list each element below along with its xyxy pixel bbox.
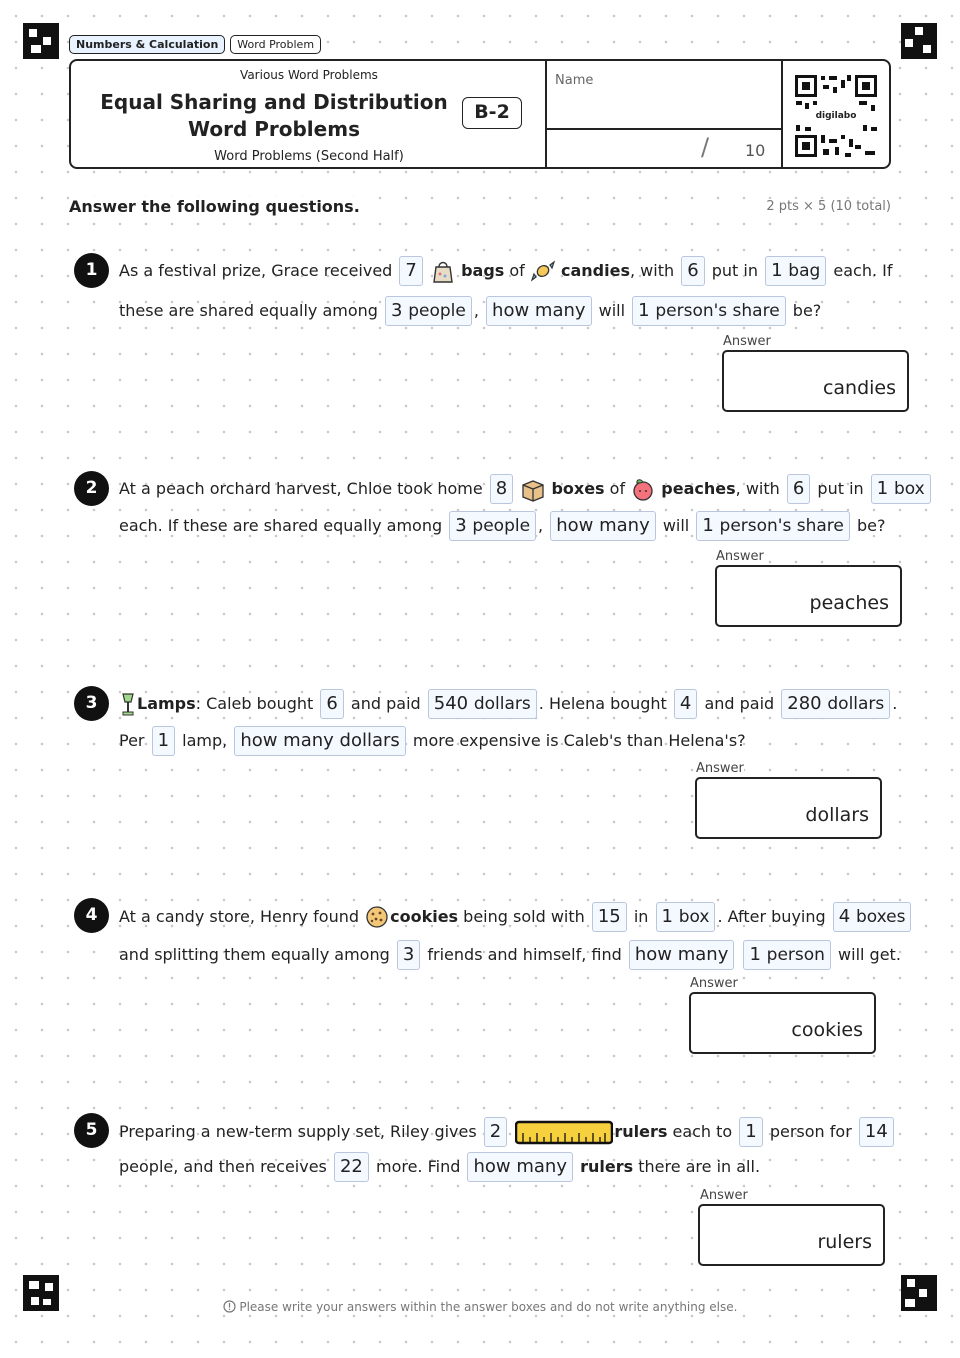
- lamp-icon: [120, 691, 136, 717]
- instructions: Answer the following questions.: [69, 197, 364, 216]
- question-number: 4: [74, 898, 109, 933]
- answer-box[interactable]: [722, 350, 909, 412]
- question-5-line-1: Preparing a new-term supply set, Riley gives 2 rulers each to 1 person for 14: [119, 1117, 896, 1147]
- question-box: how many: [467, 1152, 573, 1182]
- header-subtitle-bottom: Word Problems (Second Half): [214, 149, 404, 164]
- divider: [781, 61, 783, 167]
- number-box: 2: [484, 1117, 507, 1147]
- question-1-line-2: these are shared equally among 3 people , how many will 1 person's share be?: [119, 296, 821, 326]
- number-unit-box: 3 people: [385, 296, 472, 326]
- number-box: 15: [592, 902, 627, 932]
- worksheet-title: [71, 89, 477, 143]
- answer-unit: candies: [822, 377, 896, 399]
- number-unit-box: 540 dollars: [428, 689, 537, 719]
- box-icon: [521, 476, 545, 502]
- score-slash: /: [701, 133, 710, 161]
- cookie-icon: [365, 904, 389, 930]
- footer-text: Please write your answers within the answer boxes and do not write anything else.: [239, 1300, 738, 1314]
- question-box: how many: [486, 296, 592, 326]
- qr-label: digilabo: [815, 111, 857, 121]
- question-4-line-1: At a candy store, Henry found cookies being sold with 15 in 1 box . After buying 4 boxes: [119, 902, 913, 932]
- answer-box[interactable]: [689, 992, 876, 1054]
- answer-box[interactable]: [715, 565, 902, 627]
- question-4-line-2: and splitting them equally among 3 friends and himself, find how many 1 person will get.: [119, 940, 901, 970]
- number-unit-box: 1 box: [871, 474, 931, 504]
- title-line-2: Word Problems: [188, 117, 360, 141]
- points-info: 2 pts × 5 (10 total): [766, 199, 891, 214]
- tag-type: Word Problem: [230, 35, 321, 54]
- number-unit-box: 1 person's share: [696, 511, 850, 541]
- number-box: 6: [681, 256, 704, 286]
- number-unit-box: 3 people: [449, 511, 536, 541]
- question-1-line-1: As a festival prize, Grace received 7 bags of candies, with 6 put in 1 bag each. If: [119, 256, 892, 286]
- answer-unit: peaches: [809, 592, 889, 614]
- answer-label: Answer: [696, 761, 744, 776]
- answer-box[interactable]: [695, 777, 882, 839]
- candy-icon: [531, 258, 555, 284]
- number-box: 22: [334, 1152, 369, 1182]
- footer-note: [0, 1300, 960, 1314]
- number-unit-box: 1 bag: [765, 256, 826, 286]
- number-unit-box: 1 box: [656, 902, 716, 932]
- number-box: 1: [152, 726, 175, 756]
- number-box: 8: [490, 474, 513, 504]
- question-3-line-2: Per 1 lamp, how many dollars more expensive is Caleb's than Helena's?: [119, 726, 746, 756]
- answer-unit: rulers: [817, 1231, 872, 1253]
- number-box: 6: [320, 689, 343, 719]
- question-box: how many: [550, 511, 656, 541]
- number-box: 1: [739, 1117, 762, 1147]
- question-5-line-2: people, and then receives 22 more. Find how many rulers there are in all.: [119, 1152, 760, 1182]
- corner-marker-top-right: [901, 23, 937, 59]
- question-2-line-2: each. If these are shared equally among 3 people , how many will 1 person's share be?: [119, 511, 885, 541]
- category-tags: [69, 35, 321, 54]
- question-box: how many dollars: [234, 726, 405, 756]
- corner-marker-top-left: [23, 23, 59, 59]
- number-unit-box: 1 person's share: [632, 296, 786, 326]
- question-number: 3: [74, 686, 109, 721]
- worksheet-header: [69, 59, 891, 169]
- number-box: 4: [674, 689, 697, 719]
- answer-label: Answer: [700, 1188, 748, 1203]
- number-unit-box: 280 dollars: [781, 689, 890, 719]
- header-subtitle-top: Various Word Problems: [240, 68, 378, 82]
- number-box: 7: [399, 256, 422, 286]
- number-box: 6: [787, 474, 810, 504]
- divider: [545, 128, 781, 130]
- number-unit-box: 1 person: [743, 940, 830, 970]
- number-unit-box: 4 boxes: [833, 902, 912, 932]
- question-number: 5: [74, 1113, 109, 1148]
- answer-label: Answer: [723, 334, 771, 349]
- number-box: 3: [397, 940, 420, 970]
- answer-label: Answer: [690, 976, 738, 991]
- divider: [545, 61, 547, 167]
- question-3-line-1: Lamps: Caleb bought 6 and paid 540 dollars . Helena bought 4 and paid 280 dollars .: [119, 689, 897, 719]
- score-total: 10: [745, 141, 766, 160]
- name-label: Name: [555, 73, 594, 88]
- question-box: how many: [629, 940, 735, 970]
- answer-label: Answer: [716, 549, 764, 564]
- title-line-1: Equal Sharing and Distribution: [100, 90, 448, 114]
- question-number: 2: [74, 471, 109, 506]
- answer-unit: cookies: [791, 1019, 863, 1041]
- bag-icon: [431, 258, 455, 284]
- number-box: 14: [859, 1117, 894, 1147]
- answer-box[interactable]: [698, 1204, 885, 1266]
- question-number: 1: [74, 253, 109, 288]
- answer-unit: dollars: [805, 804, 869, 826]
- question-2-line-1: At a peach orchard harvest, Chloe took home 8 boxes of peaches, with 6 put in 1 box: [119, 474, 933, 504]
- tag-category: Numbers & Calculation: [69, 35, 225, 54]
- info-icon: [223, 1300, 236, 1313]
- qr-code-icon: [793, 73, 879, 159]
- ruler-icon: [515, 1119, 613, 1145]
- worksheet-code: B-2: [462, 97, 522, 129]
- peach-icon: [631, 476, 655, 502]
